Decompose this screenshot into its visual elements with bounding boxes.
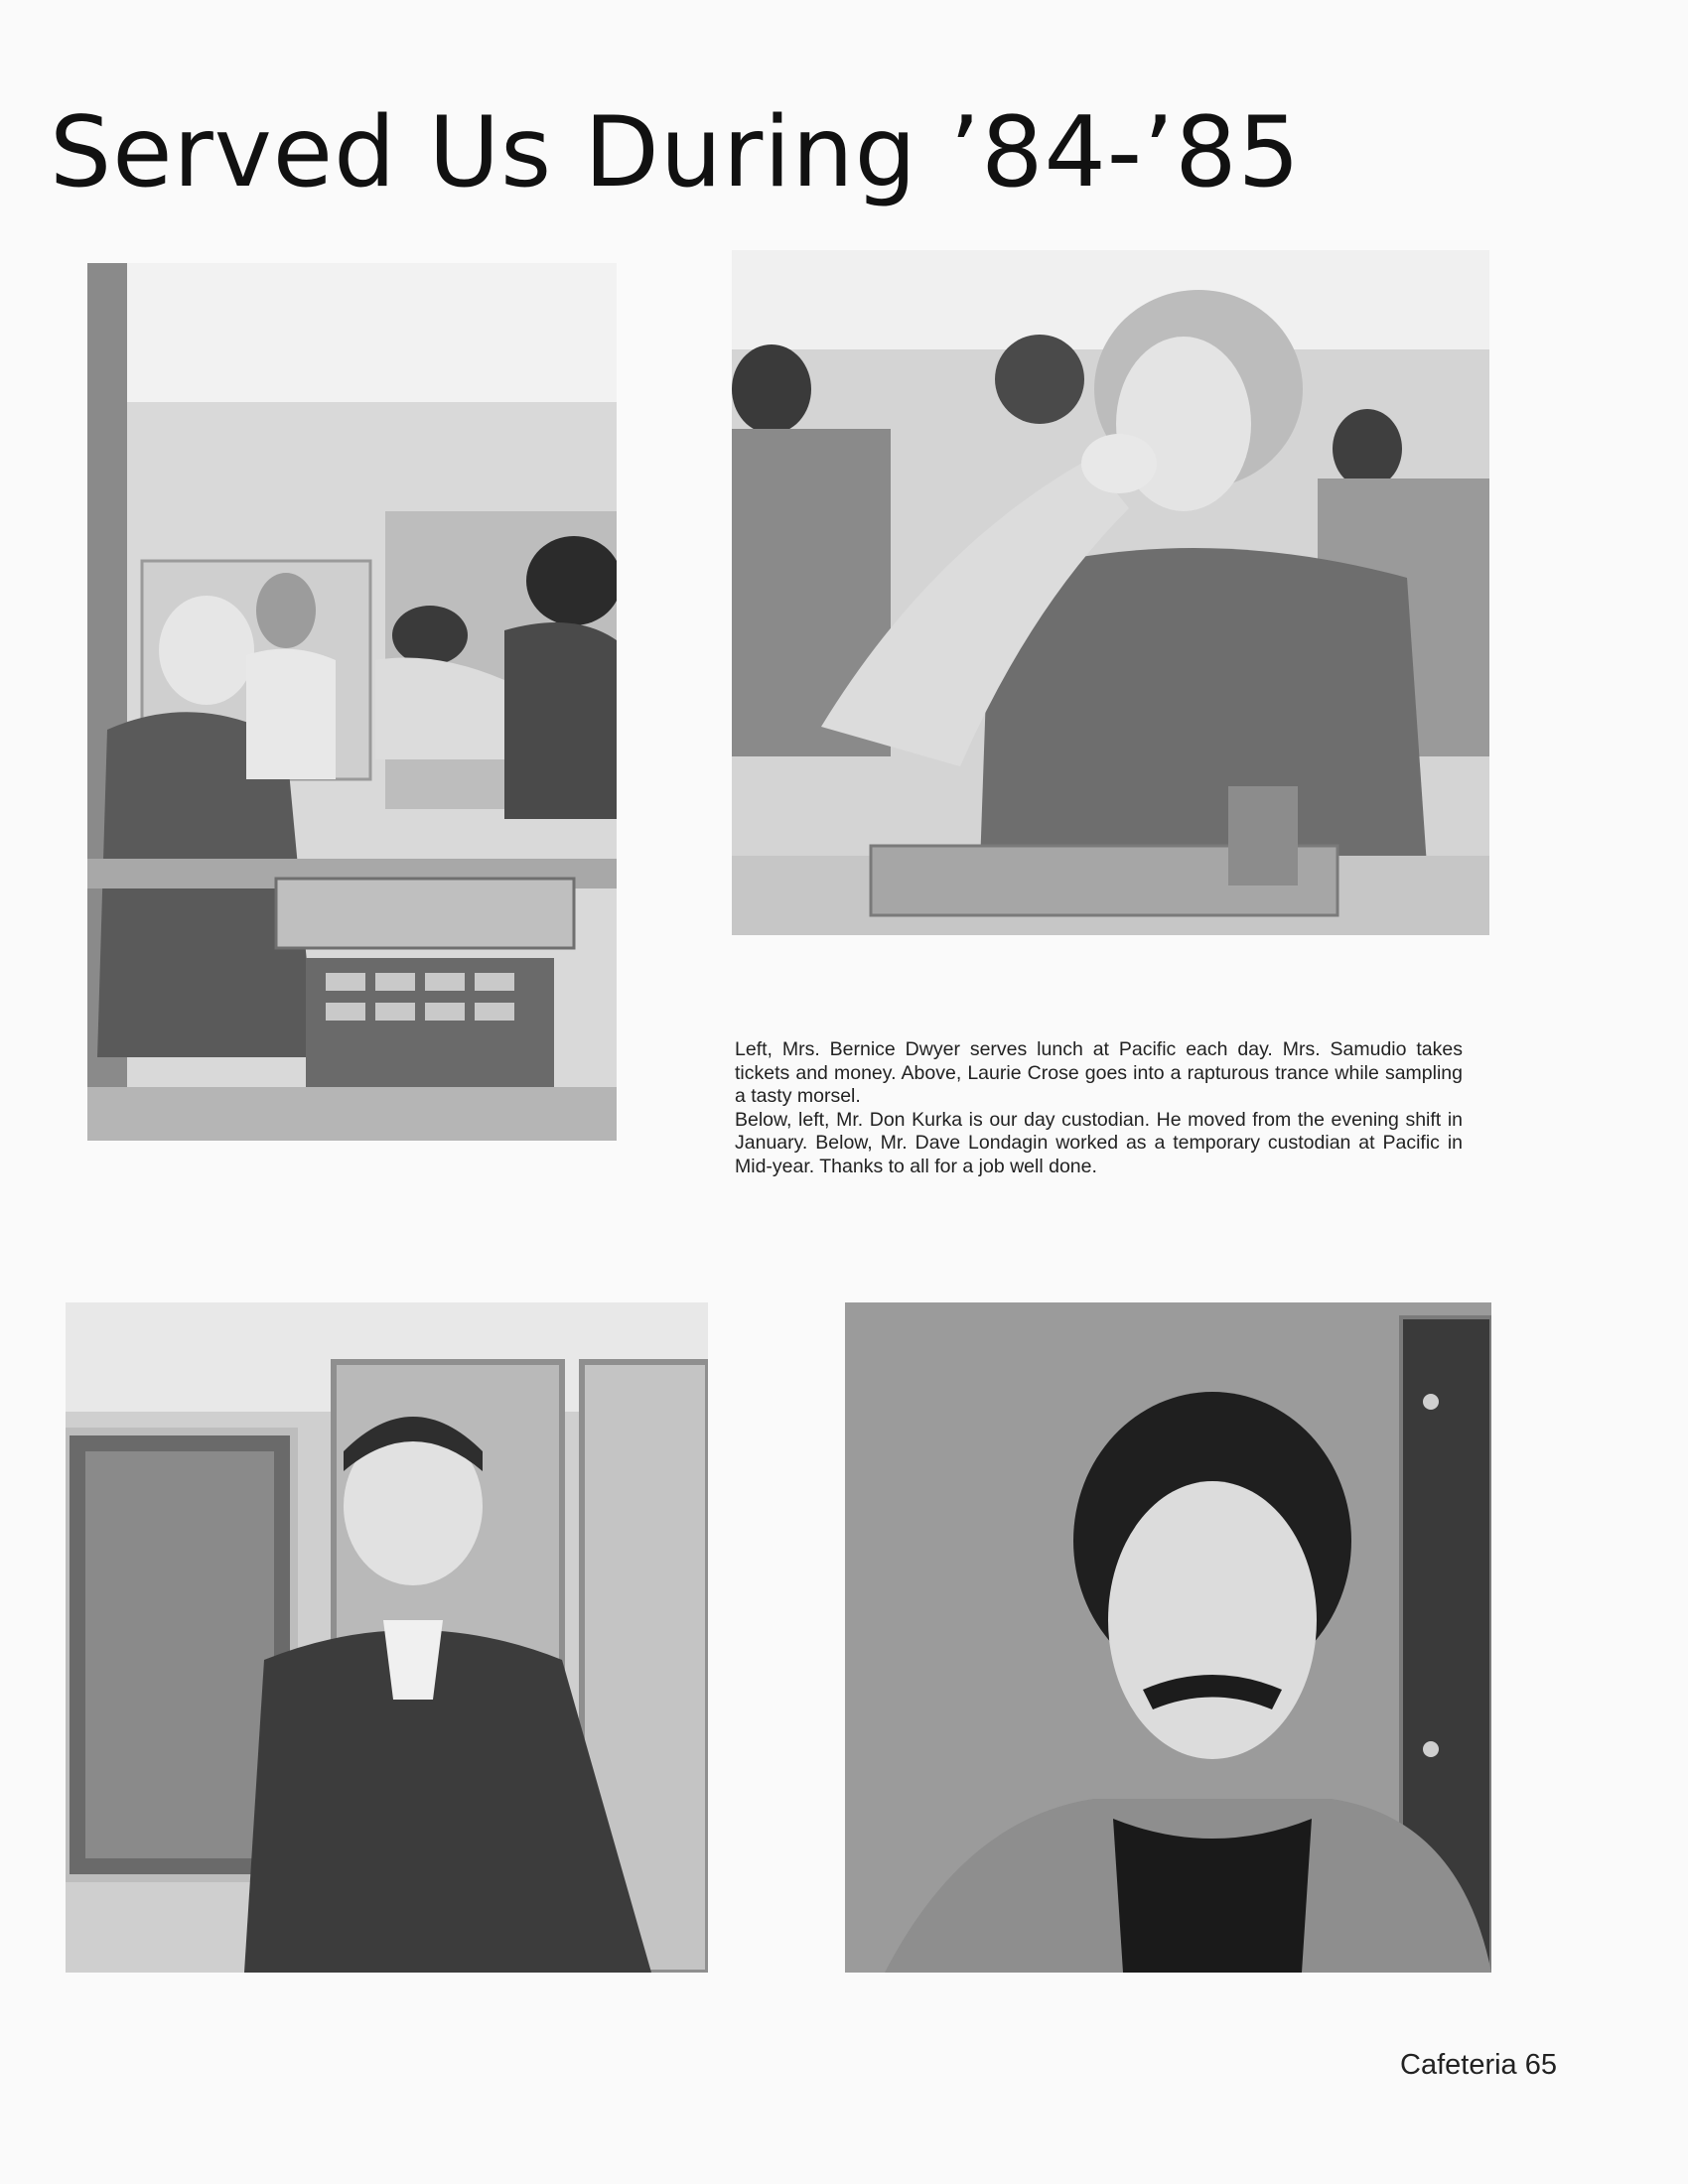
caption-paragraph-2: Below, left, Mr. Don Kurka is our day custodian. He moved from the evening shift in January. Below, Mr. Dave Londagin worked as a temporary custodian at Pacific in Mid-year. Thanks to all for a job well done.: [735, 1108, 1463, 1177]
photo-caption: [735, 1038, 1463, 1178]
caption-paragraph-1: Left, Mrs. Bernice Dwyer serves lunch at Pacific each day. Mrs. Samudio takes tickets and money. Above, Laurie Crose goes into a rapturous trance while sampling a tasty morsel.: [735, 1038, 1463, 1107]
page-footer-folio: Cafeteria 65: [1400, 2049, 1557, 2081]
photo-custodian-londagin: [845, 1302, 1491, 1973]
photo-student-eating: [732, 250, 1489, 935]
photo-custodian-kurka: [66, 1302, 708, 1973]
page-title: Served Us During ’84-’85: [50, 96, 1302, 209]
photo-serving-line: [87, 263, 617, 1141]
